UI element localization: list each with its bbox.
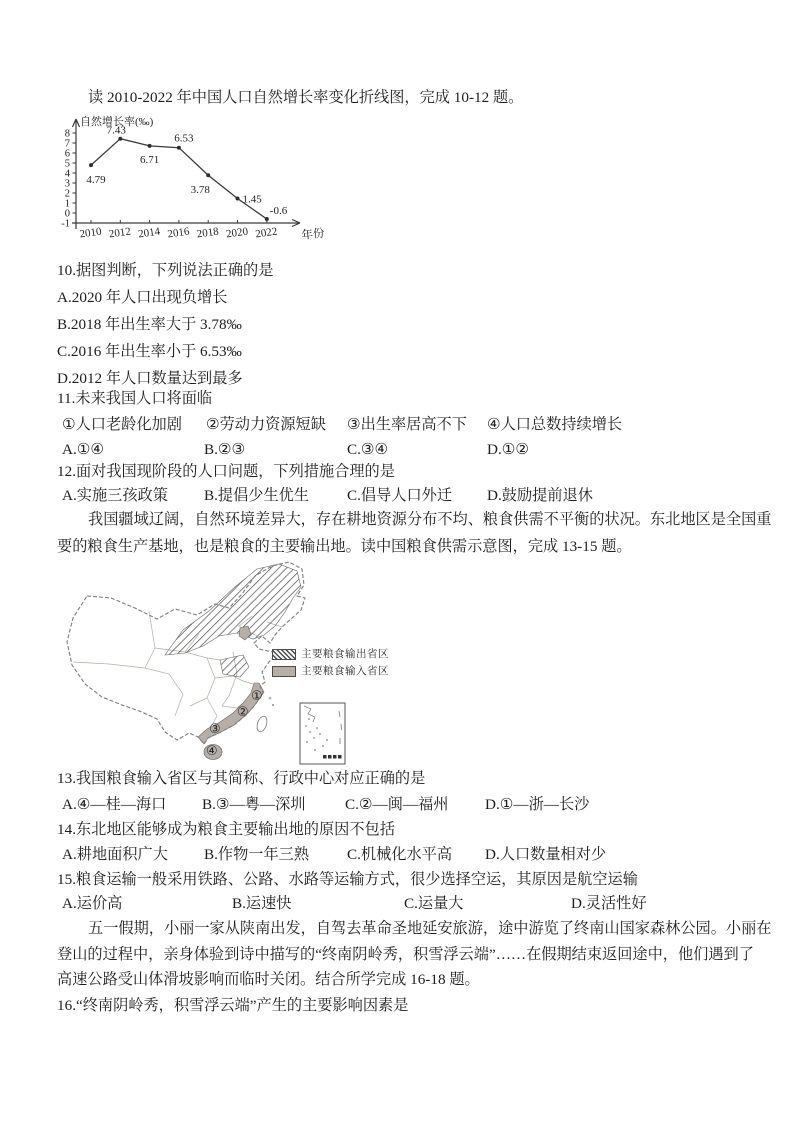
statement-1: ①人口老龄化加剧 (62, 416, 182, 433)
svg-text:5: 5 (64, 158, 70, 170)
q13-option-a: A.④—桂—海口 (62, 796, 167, 813)
passage2-line2: 登山的过程中，亲身体验到诗中描写的“终南阴岭秀，积雪浮云端”……在假期结束返回途中，他们遇到了 (57, 946, 754, 963)
svg-text:2022: 2022 (254, 225, 279, 241)
svg-text:6.71: 6.71 (139, 153, 160, 166)
q10-option-d: D.2012 年人口数量达到最多 (57, 370, 243, 387)
q10-option-a: A.2020 年人口出现负增长 (57, 289, 228, 306)
svg-text:2010: 2010 (78, 225, 103, 241)
question-12: 12.面对我国现阶段的人口问题，下列措施合理的是 (57, 463, 395, 480)
taiwan-island (255, 715, 269, 733)
svg-text:2012: 2012 (108, 225, 132, 241)
population-growth-chart (58, 110, 340, 256)
question-10: 10.据图判断，下列说法正确的是 (57, 262, 274, 279)
q12-option-a: A.实施三孩政策 (62, 487, 168, 504)
passage2-line3: 高速公路受山体滑坡影响而临时关闭。结合所学完成 16-18 题。 (57, 971, 480, 988)
offshore-islet (272, 704, 274, 706)
q12-option-b: B.提倡少生优生 (204, 487, 310, 504)
q14-option-a: A.耕地面积广大 (62, 846, 168, 863)
svg-text:6: 6 (64, 148, 70, 160)
map-marker-2: ② (237, 704, 249, 719)
svg-text:6.53: 6.53 (174, 132, 194, 145)
svg-text:1: 1 (64, 198, 70, 210)
legend-import-label: 主要粮食输入省区 (301, 666, 389, 677)
map-legend (272, 646, 389, 680)
svg-text:3: 3 (64, 178, 70, 190)
q14-options-row (57, 845, 762, 867)
svg-text:7.43: 7.43 (106, 124, 126, 137)
question-15: 15.粮食运输一般采用铁路、公路、水路等运输方式，很少选择空运，其原因是航空运输 (57, 871, 638, 888)
svg-text:-1: -1 (61, 218, 70, 230)
q11-options-row (57, 440, 762, 462)
passage2-line1: 五一假期，小丽一家从陕南出发，自驾去革命圣地延安旅游，途中游览了终南山国家森林公园。小丽在 (88, 920, 772, 937)
q11-option-c: C.③④ (347, 441, 389, 458)
svg-text:4: 4 (64, 168, 70, 180)
statement-3: ③出生率居高不下 (347, 416, 467, 433)
q11-statements-row (57, 415, 762, 437)
svg-text:7: 7 (64, 138, 70, 150)
q13-option-c: C.②—闽—福州 (345, 796, 449, 813)
question-11: 11.未来我国人口将面临 (57, 390, 213, 407)
q12-option-c: C.倡导人口外迁 (347, 487, 453, 504)
legend-export-label: 主要粮食输出省区 (301, 649, 389, 660)
svg-text:2: 2 (64, 188, 70, 200)
q10-option-b: B.2018 年出生率大于 3.78‰ (57, 316, 242, 333)
q14-option-c: C.机械化水平高 (347, 846, 453, 863)
svg-text:8: 8 (64, 128, 70, 140)
map-marker-3: ③ (209, 721, 221, 736)
q11-option-b: B.②③ (204, 441, 246, 458)
line-chart-canvas (58, 110, 340, 256)
map-marker-1: ① (251, 688, 263, 703)
south-china-sea-inset (300, 703, 345, 764)
passage1-line1: 我国疆域辽阔，自然环境差异大，存在耕地资源分布不均、粮食供需不平衡的状况。东北地区是全国重 (88, 511, 772, 528)
svg-text:-0.6: -0.6 (269, 205, 288, 217)
statement-2: ②劳动力资源短缺 (206, 416, 326, 433)
passage1-line2: 要的粮食生产基地，也是粮食的主要输出地。读中国粮食供需示意图，完成 13-15 题。 (57, 538, 632, 555)
q12-options-row (57, 486, 762, 508)
hatch-swatch (272, 649, 296, 660)
svg-text:1.45: 1.45 (242, 193, 262, 206)
svg-text:0: 0 (64, 208, 70, 220)
q15-option-c: C.运量大 (404, 895, 464, 912)
svg-text:2020: 2020 (225, 225, 249, 241)
q13-option-d: D.①—浙—长沙 (485, 796, 590, 813)
svg-text:3.78: 3.78 (190, 184, 210, 197)
svg-text:2018: 2018 (196, 225, 220, 241)
question-16: 16.“终南阴岭秀，积雪浮云端”产生的主要影响因素是 (57, 997, 409, 1014)
q14-option-b: B.作物一年三熟 (204, 846, 310, 863)
svg-text:2016: 2016 (166, 225, 191, 241)
map-marker-4: ④ (206, 743, 218, 758)
svg-text:2014: 2014 (137, 225, 161, 241)
q13-option-b: B.③—粤—深圳 (202, 796, 306, 813)
q15-options-row (57, 894, 762, 916)
q13-options-row (57, 795, 762, 817)
svg-text:4.79: 4.79 (86, 174, 106, 187)
legend-import-row (272, 663, 389, 680)
statement-4: ④人口总数持续增长 (487, 416, 623, 433)
legend-export-row (272, 646, 389, 663)
svg-text:自然增长率(‰): 自然增长率(‰) (80, 116, 154, 128)
intro-line: 读 2010-2022 年中国人口自然增长率变化折线图，完成 10-12 题。 (88, 89, 524, 106)
offshore-islet (269, 697, 271, 699)
q11-option-a: A.①④ (62, 441, 104, 458)
q15-option-d: D.灵活性好 (571, 895, 647, 912)
svg-text:年份: 年份 (301, 227, 326, 242)
gray-swatch (272, 666, 296, 677)
q14-option-d: D.人口数量相对少 (485, 846, 607, 863)
question-14: 14.东北地区能够成为粮食主要输出地的原因不包括 (57, 821, 395, 838)
china-grain-map (57, 556, 419, 768)
q15-option-b: B.运速快 (232, 895, 292, 912)
q10-option-c: C.2016 年出生率小于 6.53‰ (57, 343, 242, 360)
question-13: 13.我国粮食输入省区与其简称、行政中心对应正确的是 (57, 770, 426, 787)
q12-option-d: D.鼓励提前退休 (487, 487, 593, 504)
q15-option-a: A.运价高 (62, 895, 123, 912)
q11-option-d: D.①② (487, 441, 529, 458)
